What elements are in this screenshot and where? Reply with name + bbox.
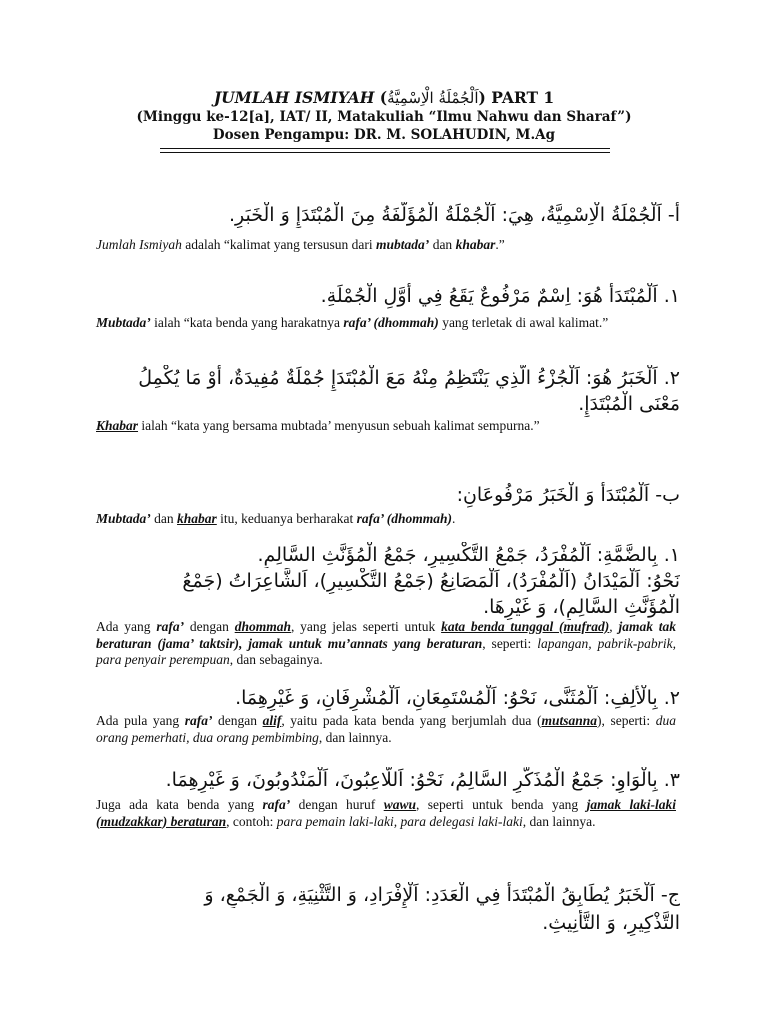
khabar-definition-latin: Khabar ialah “kata yang bersama mubtada’ menyusun sebuah kalimat sempurna.”: [96, 418, 540, 433]
header-divider: [160, 152, 610, 153]
section-a-arabic: أ- اَلْجُمْلَةُ الْاِسْمِيَّةُ، هِيَ: اَلْجُمْلَةُ الْمُؤَلَّفَةُ مِنَ الْمُبْتَدَإِ وَ الْخَبَرِ.: [228, 204, 680, 226]
dhommah-rule-arabic: ١. بِالضَّمَّةِ: اَلْمُفْرَدُ، جَمْعُ التَّكْسِيرِ، جَمْعُ الْمُؤَنَّثِ السَّالِمِ.: [257, 544, 680, 566]
section-c-arabic: ج- اَلْخَبَرُ يُطَابِقُ الْمُبْتَدَأَ فِي الْعَدَدِ: اَلْإِفْرَادِ، وَ التَّثْنِيَةِ، وَ الْجَمْعِ، وَ: [204, 884, 680, 906]
wawu-rule-arabic: ٣. بِالْوَاوِ: جَمْعُ الْمُذَكَّرِ السَّالِمُ، نَحْوُ: اَللَّاعِبُونَ، اَلْمَنْدُوبُونَ، وَ غَيْرِهِمَا.: [165, 769, 680, 791]
section-b-latin: Mubtada’ dan khabar itu, keduanya berharakat rafa’ (dhommah).: [96, 511, 456, 526]
header-divider: [160, 148, 610, 149]
section-a-latin: Jumlah Ismiyah adalah “kalimat yang tersusun dari mubtada’ dan khabar.”: [96, 237, 505, 252]
khabar-definition-arabic-cont: مَعْنَى الْمُبْتَدَإِ.: [578, 393, 680, 415]
lecturer-info: Dosen Pengampu: DR. M. SOLAHUDIN, M.Ag: [212, 127, 556, 143]
dhommah-rule-latin: Ada yang rafa’ dengan dhommah, yang jelas seperti untuk kata benda tunggal (mufrad), jamak tak beraturan (jama’ taktsir), jamak untuk mu’annats yang beraturan, seperti: lapangan, pabrik-pabrik, para penyair perempuan, dan sebagainya.: [96, 619, 677, 667]
alif-rule-latin: Ada pula yang rafa’ dengan alif, yaitu pada kata benda yang berjumlah dua (mutsanna), seperti: dua orang pemerhati, dua orang pembimbing, dan lainnya.: [96, 713, 677, 745]
document-header: [96, 88, 672, 144]
document-title: JUMLAH ISMIYAH (اَلْجُمْلَةُ الْاِسْمِيَّةُ) PART 1: [213, 88, 555, 107]
title-arabic: اَلْجُمْلَةُ الْاِسْمِيَّةُ: [387, 89, 479, 107]
section-b-arabic: ب- اَلْمُبْتَدَأُ وَ الْخَبَرُ مَرْفُوعَانِ:: [456, 484, 680, 506]
course-info: (Minggu ke-12[a], IAT/ II, Matakuliah “Ilmu Nahwu dan Sharaf”): [136, 109, 632, 125]
section-c-arabic-cont: التَّذْكِيرِ، وَ التَّأْنِيثِ.: [542, 912, 680, 934]
mubtada-definition-arabic: ١. اَلْمُبْتَدَأُ هُوَ: اِسْمٌ مَرْفُوعٌ يَقَعُ فِي أَوَّلِ الْجُمْلَةِ.: [320, 285, 680, 307]
dhommah-example-arabic-cont: الْمُؤَنَّثِ السَّالِمِ)، وَ غَيْرِهَا.: [483, 596, 680, 618]
khabar-definition-arabic: ٢. اَلْخَبَرُ هُوَ: اَلْجُزْءُ الَّذِي يَنْتَظِمُ مِنْهُ مَعَ الْمُبْتَدَإِ جُمْلَةٌ مُفِيدَةٌ، أَوْ مَا يُكْمِلُ: [138, 367, 680, 389]
mubtada-definition-latin: Mubtada’ ialah “kata benda yang harakatnya rafa’ (dhommah) yang terletak di awal kalimat.”: [96, 315, 609, 330]
wawu-rule-latin: Juga ada kata benda yang rafa’ dengan huruf wawu, seperti untuk benda yang jamak laki-laki (mudzakkar) beraturan, contoh: para pemain laki-laki, para delegasi laki-laki, dan lainnya.: [96, 797, 676, 829]
alif-rule-arabic: ٢. بِالْأَلِفِ: اَلْمُثَنَّى، نَحْوُ: اَلْمُسْتَمِعَانِ، اَلْمُشْرِفَانِ، وَ غَيْرِهِمَا.: [235, 687, 680, 709]
dhommah-example-arabic: نَحْوُ: اَلْمَيْدَانُ (اَلْمُفْرَدُ)، اَلْمَصَانِعُ (جَمْعُ التَّكْسِيرِ)، اَلشَّاعِرَاتُ (جَمْعُ: [182, 570, 680, 592]
